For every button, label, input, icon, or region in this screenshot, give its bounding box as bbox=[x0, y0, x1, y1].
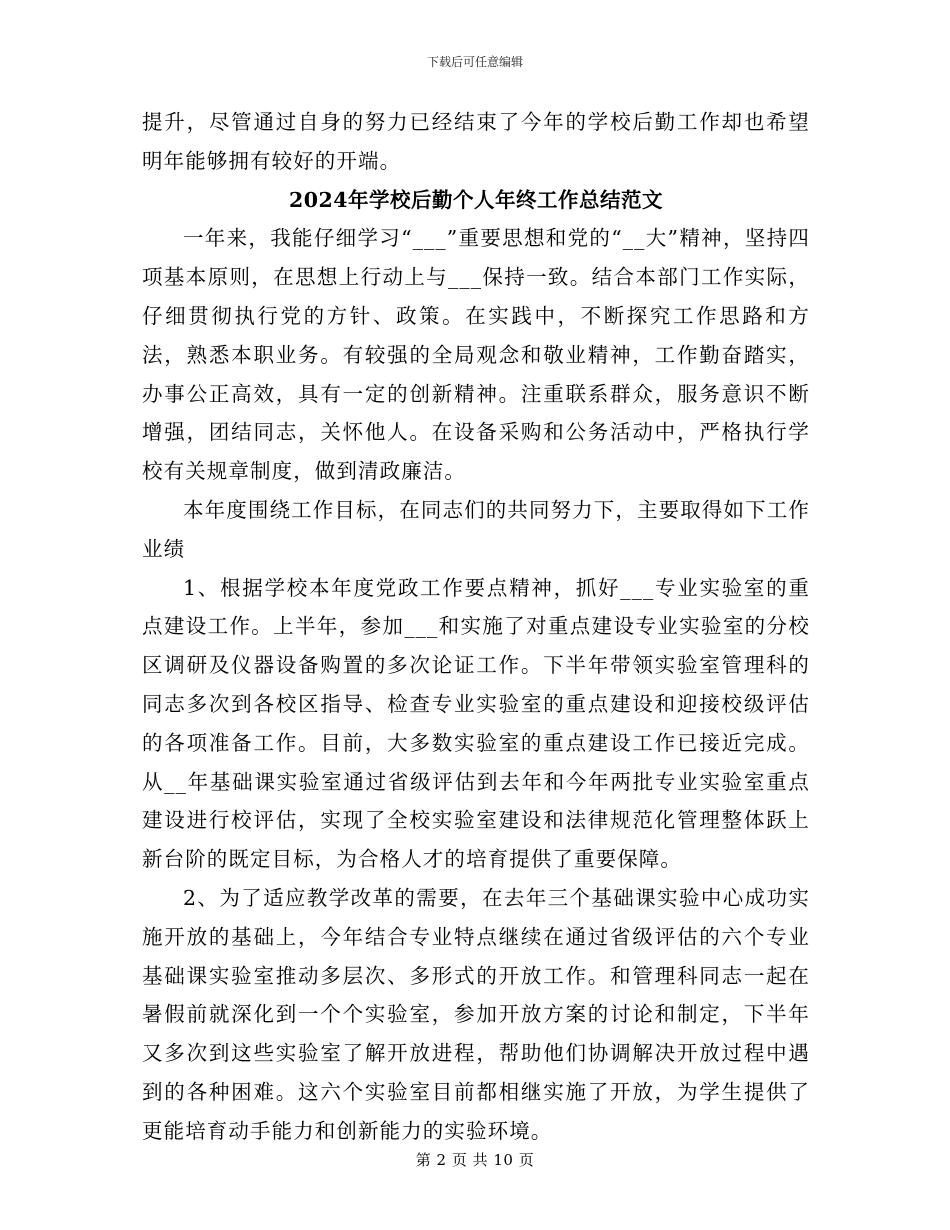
page-header-note: 下载后可任意编辑 bbox=[426, 55, 523, 69]
document-title: 2024年学校后勤个人年终工作总结范文 bbox=[288, 187, 664, 212]
paragraph-2: 本年度围绕工作目标，在同志们的共同努力下，主要取得如下工作业绩 bbox=[142, 497, 810, 561]
paragraph-4: 2、为了适应教学改革的需要，在去年三个基础课实验中心成功实施开放的基础上，今年结合专业特点继续在通过省级评估的六个专业基础课实验室推动多层次、多形式的开放工作。和管理科同志一起在暑假前就深化到一个个实验室，参加开放方案的讨论和制定，下半年又多次到这些实验室了解开放进程，帮助他们协调解决开放过程中遇到的各种困难。这六个实验室目前都相继实施了开放，为学生提供了更能培育动手能力和创新能力的实验环境。 bbox=[142, 885, 810, 1143]
intro-paragraph: 提升，尽管通过自身的努力已经结束了今年的学校后勤工作却也希望明年能够拥有较好的开端。 bbox=[142, 110, 810, 173]
paragraph-3: 1、根据学校本年度党政工作要点精神，抓好___专业实验室的重点建设工作。上半年，参加___和实施了对重点建设专业实验室的分校区调研及仪器设备购置的多次论证工作。下半年带领实验室管理科的同志多次到各校区指导、检查专业实验室的重点建设和迎接校级评估的各项准备工作。目前，大多数实验室的重点建设工作已接近完成。从__年基础课实验室通过省级评估到去年和今年两批专业实验室重点建设进行校评估，实现了全校实验室建设和法律规范化管理整体跃上新台阶的既定目标，为合格人才的培育提供了重要保障。 bbox=[142, 575, 810, 872]
page-number-footer: 第 2 页 共 10 页 bbox=[415, 1151, 535, 1169]
paragraph-1: 一年来，我能仔细学习“___”重要思想和党的“__大”精神，坚持四项基本原则，在思想上行动上与___保持一致。结合本部门工作实际，仔细贯彻执行党的方针、政策。在实践中，不断探究工作思路和方法，熟悉本职业务。有较强的全局观念和敬业精神，工作勤奋踏实，办事公正高效，具有一定的创新精神。注重联系群众，服务意识不断增强，团结同志，关怀他人。在设备采购和公务活动中，严格执行学校有关规章制度，做到清政廉洁。 bbox=[142, 226, 810, 484]
document-body bbox=[142, 103, 810, 1151]
